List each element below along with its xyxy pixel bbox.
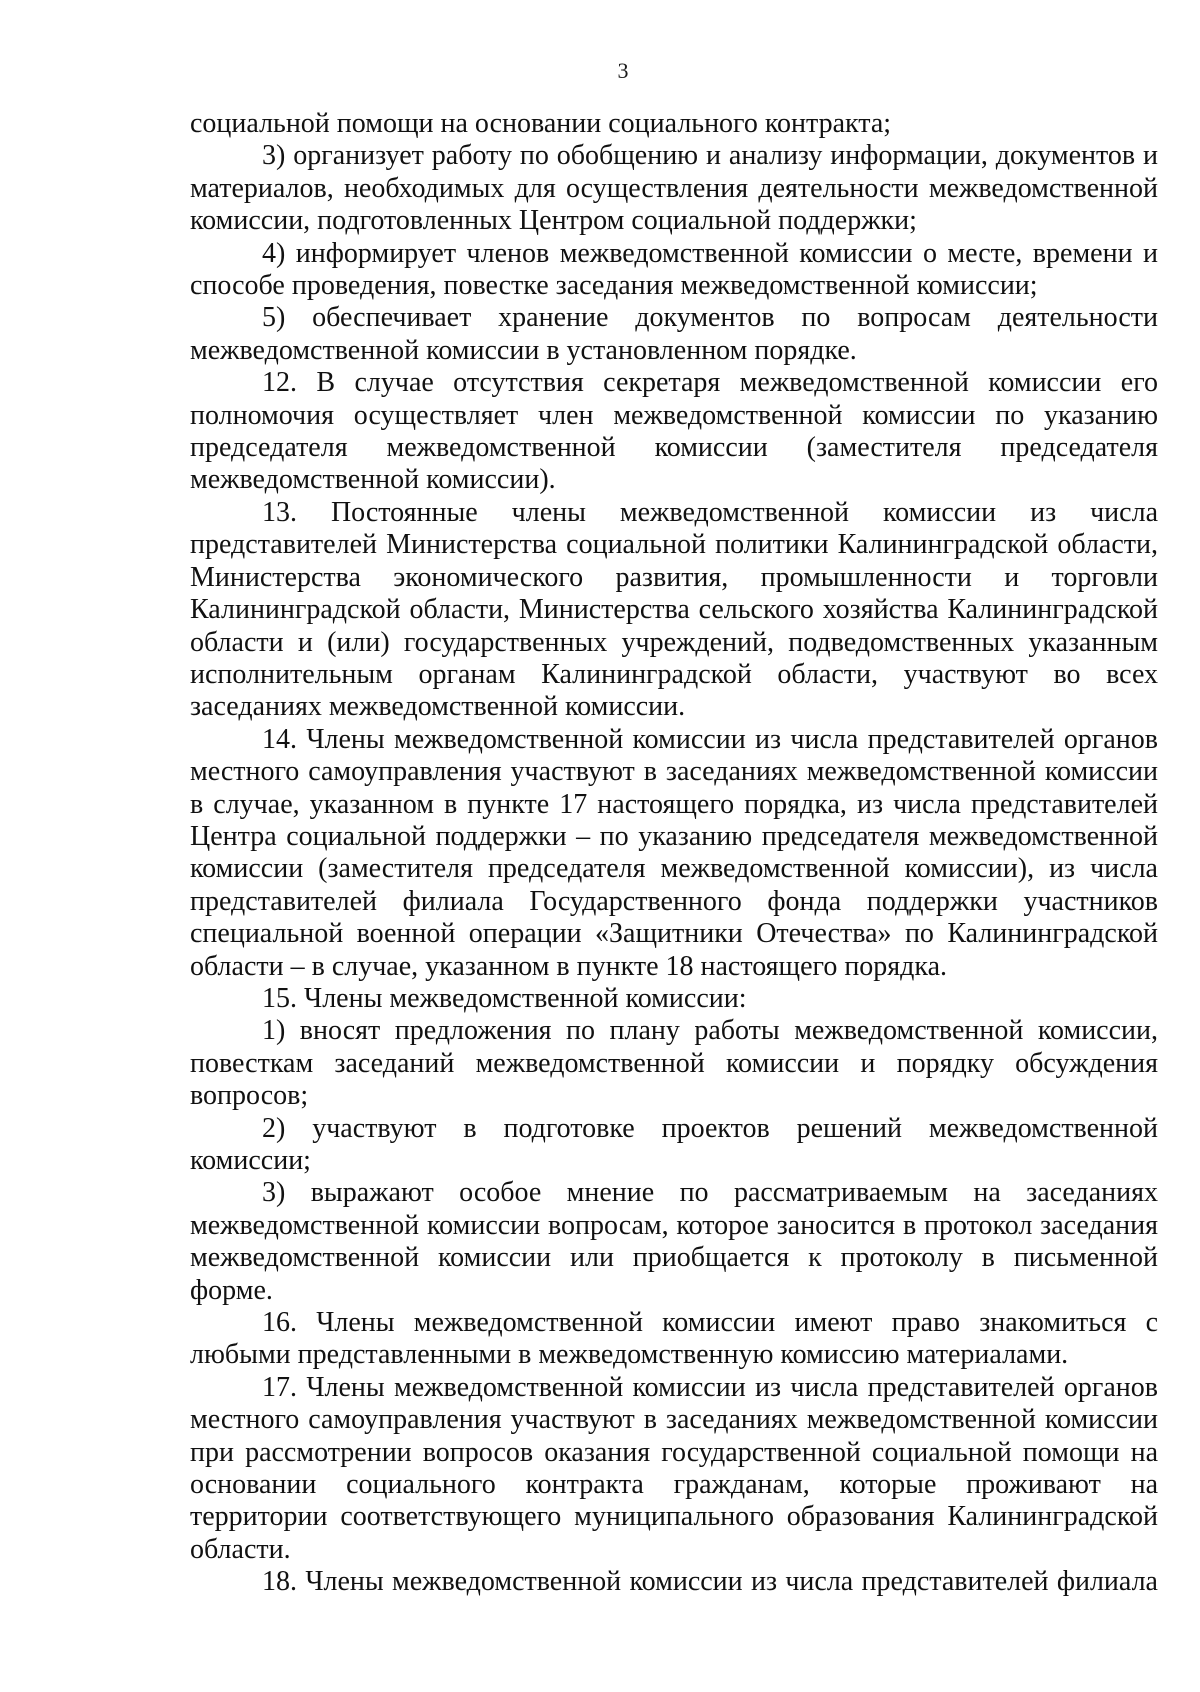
page-number: 3 <box>617 58 629 83</box>
paragraph-12: 12. В случае отсутствия секретаря межведомственной комиссии его полномочия осуществляет член межведомственной комиссии по указанию председателя межведомственной комиссии (заместителя председателя межведомственной комиссии). <box>190 367 1158 496</box>
paragraph-15-item-1: 1) вносят предложения по плану работы межведомственной комиссии, повесткам заседаний межведомственной комиссии и порядку обсуждения вопросов; <box>190 1015 1158 1112</box>
paragraph-16: 16. Члены межведомственной комиссии имеют право знакомиться с любыми представленными в межведомственную комиссию материалами. <box>190 1307 1158 1371</box>
paragraph-18: 18. Члены межведомственной комиссии из числа представителей филиала <box>262 1566 1158 1598</box>
paragraph-continuation: социальной помощи на основании социального контракта; <box>190 108 892 139</box>
document-body <box>190 108 1158 1599</box>
paragraph-15: 15. Члены межведомственной комиссии: <box>262 982 747 1014</box>
paragraph-item-3: 3) организует работу по обобщению и анализу информации, документов и материалов, необходимых для осуществления деятельности межведомственной комиссии, подготовленных Центром социальной поддержки; <box>190 140 1158 237</box>
paragraph-item-4: 4) информирует членов межведомственной комиссии о месте, времени и способе проведения, повестке заседания межведомственной комиссии; <box>190 237 1158 302</box>
paragraph-13: 13. Постоянные члены межведомственной комиссии из числа представителей Министерства социальной политики Калининградской области, Министерства экономического развития, промышленности и торговли Калининградской области, Министерства сельского хозяйства Калининградской области и (или) государственных учреждений, подведомственных указанным исполнительным органам Калининградской области, участвуют во всех заседаниях межведомственной комиссии. <box>190 496 1158 723</box>
paragraph-15-item-3: 3) выражают особое мнение по рассматриваемым на заседаниях межведомственной комиссии вопросам, которое заносится в протокол заседания межведомственной комиссии или приобщается к протоколу в письменной форме. <box>190 1177 1158 1306</box>
paragraph-14: 14. Члены межведомственной комиссии из числа представителей органов местного самоуправления участвуют в заседаниях межведомственной комиссии в случае, указанном в пункте 17 настоящего порядка, из числа представителей Центра социальной поддержки – по указанию председателя межведомственной комиссии (заместителя председателя межведомственной комиссии), из числа представителей филиала Государственного фонда поддержки участников специальной военной операции «Защитники Отечества» по Калининградской области – в случае, указанном в пункте 18 настоящего порядка. <box>190 723 1158 982</box>
paragraph-item-5: 5) обеспечивает хранение документов по вопросам деятельности межведомственной комиссии в установленном порядке. <box>190 302 1158 366</box>
paragraph-17: 17. Члены межведомственной комиссии из числа представителей органов местного самоуправления участвуют в заседаниях межведомственной комиссии при рассмотрении вопросов оказания государственной социальной помощи на основании социального контракта гражданам, которые проживают на территории соответствующего муниципального образования Калининградской области. <box>190 1371 1158 1565</box>
paragraph-15-item-2: 2) участвуют в подготовке проектов решений межведомственной комиссии; <box>190 1112 1158 1176</box>
